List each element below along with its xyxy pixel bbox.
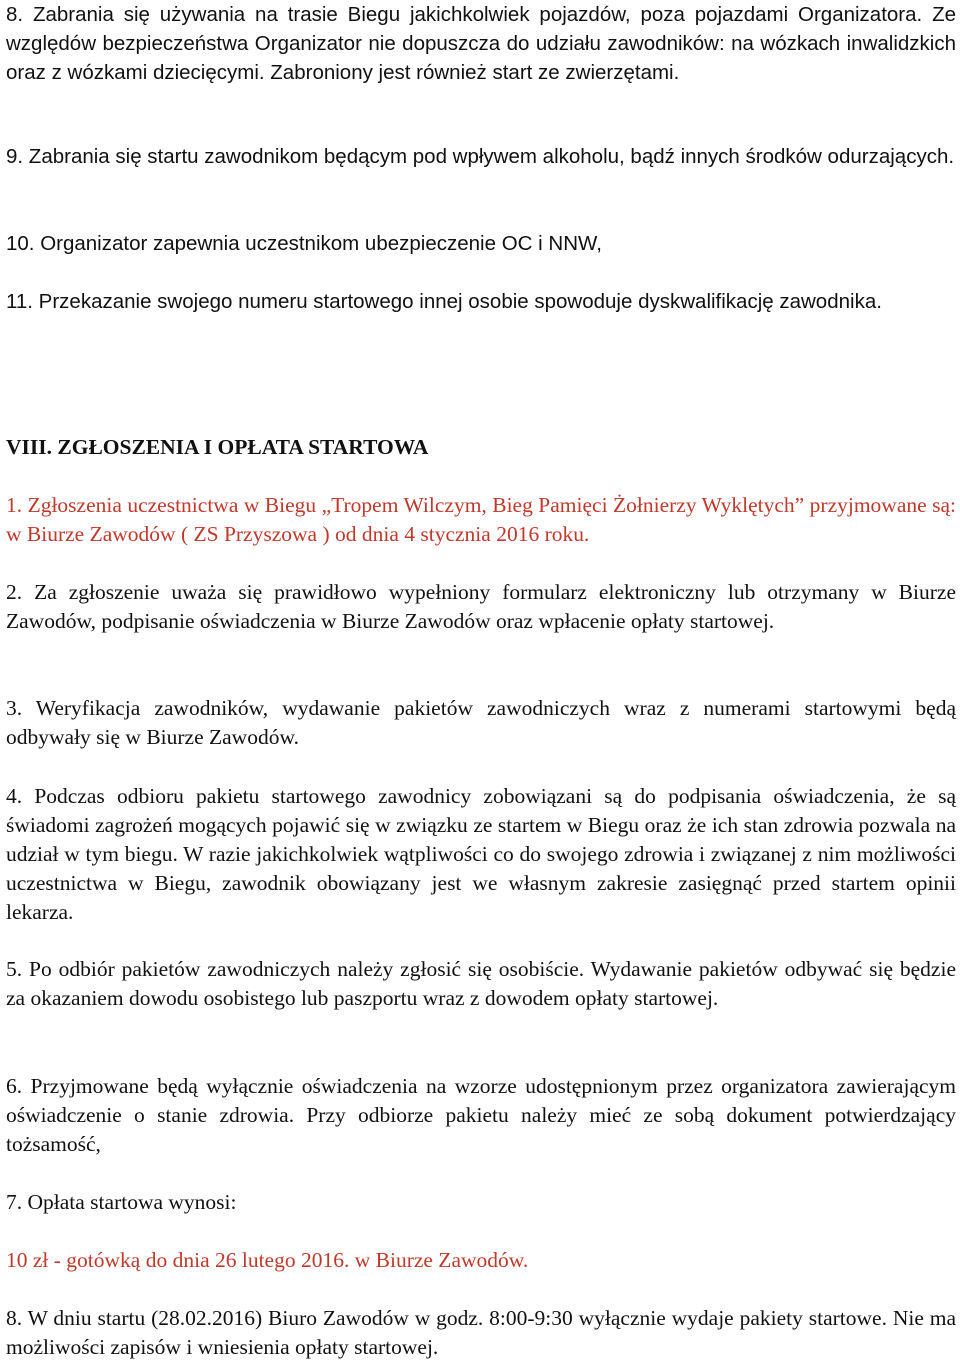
rule-item-9: 9. Zabrania się startu zawodnikom będącym pod wpływem alkoholu, bądź innych środków odurzających. xyxy=(6,145,955,168)
registration-item-4: 4. Podczas odbioru pakietu startowego zawodnicy zobowiązani są do podpisania oświadczenia, że są świadomi zagrożeń mogących pojawić się w związku ze startem w Biegu oraz że ich stan zdrowia pozwala na udział w tym biegu. W razie jakichkolwiek wątpliwości co do swojego zdrowia i związanej z nim możliwości uczestnictwa w Biegu, zawodnik obowiązany jest we własnym zakresie zasięgnąć przed startem opinii lekarza. xyxy=(6,784,956,924)
rule-item-8: 8. Zabrania się używania na trasie Biegu jakichkolwiek pojazdów, poza pojazdami Organizatora. Ze względów bezpieczeństwa Organizator nie dopuszcza do udziału zawodników: na wózkach inwalidzkich oraz z wózkami dziecięcymi. Zabroniony jest również start ze zwierzętami. xyxy=(6,3,956,84)
section-heading-viii: VIII. ZGŁOSZENIA I OPŁATA STARTOWA xyxy=(6,435,429,459)
registration-item-7: 7. Opłata startowa wynosi: xyxy=(6,1190,237,1214)
rule-item-10: 10. Organizator zapewnia uczestnikom ubezpieczenie OC i NNW, xyxy=(6,232,602,255)
registration-item-5: 5. Po odbiór pakietów zawodniczych należy zgłosić się osobiście. Wydawanie pakietów odbywać się będzie za okazaniem dowodu osobistego lub paszportu wraz z dowodem opłaty startowej. xyxy=(6,957,956,1010)
rule-item-11: 11. Przekazanie swojego numeru startowego innej osobie spowoduje dyskwalifikację zawodnika. xyxy=(6,290,882,313)
registration-item-2: 2. Za zgłoszenie uważa się prawidłowo wypełniony formularz elektroniczny lub otrzymany w Biurze Zawodów, podpisanie oświadczenia w Biurze Zawodów oraz wpłacenie opłaty startowej. xyxy=(6,580,956,633)
registration-item-6: 6. Przyjmowane będą wyłącznie oświadczenia na wzorze udostępnionym przez organizatora zawierającym oświadczenie o stanie zdrowia. Przy odbiorze pakietu należy mieć ze sobą dokument potwierdzający tożsamość, xyxy=(6,1074,956,1156)
fee-line: 10 zł - gotówką do dnia 26 lutego 2016. w Biurze Zawodów. xyxy=(6,1248,529,1272)
registration-item-8: 8. W dniu startu (28.02.2016) Biuro Zawodów w godz. 8:00-9:30 wyłącznie wydaje pakiety startowe. Nie ma możliwości zapisów i wniesienia opłaty startowej. xyxy=(6,1306,956,1359)
registration-item-3: 3. Weryfikacja zawodników, wydawanie pakietów zawodniczych wraz z numerami startowymi będą odbywały się w Biurze Zawodów. xyxy=(6,696,956,749)
registration-item-1: 1. Zgłoszenia uczestnictwa w Biegu „Tropem Wilczym, Bieg Pamięci Żołnierzy Wyklętych” przyjmowane są: w Biurze Zawodów ( ZS Przyszowa ) od dnia 4 stycznia 2016 roku. xyxy=(6,493,956,546)
